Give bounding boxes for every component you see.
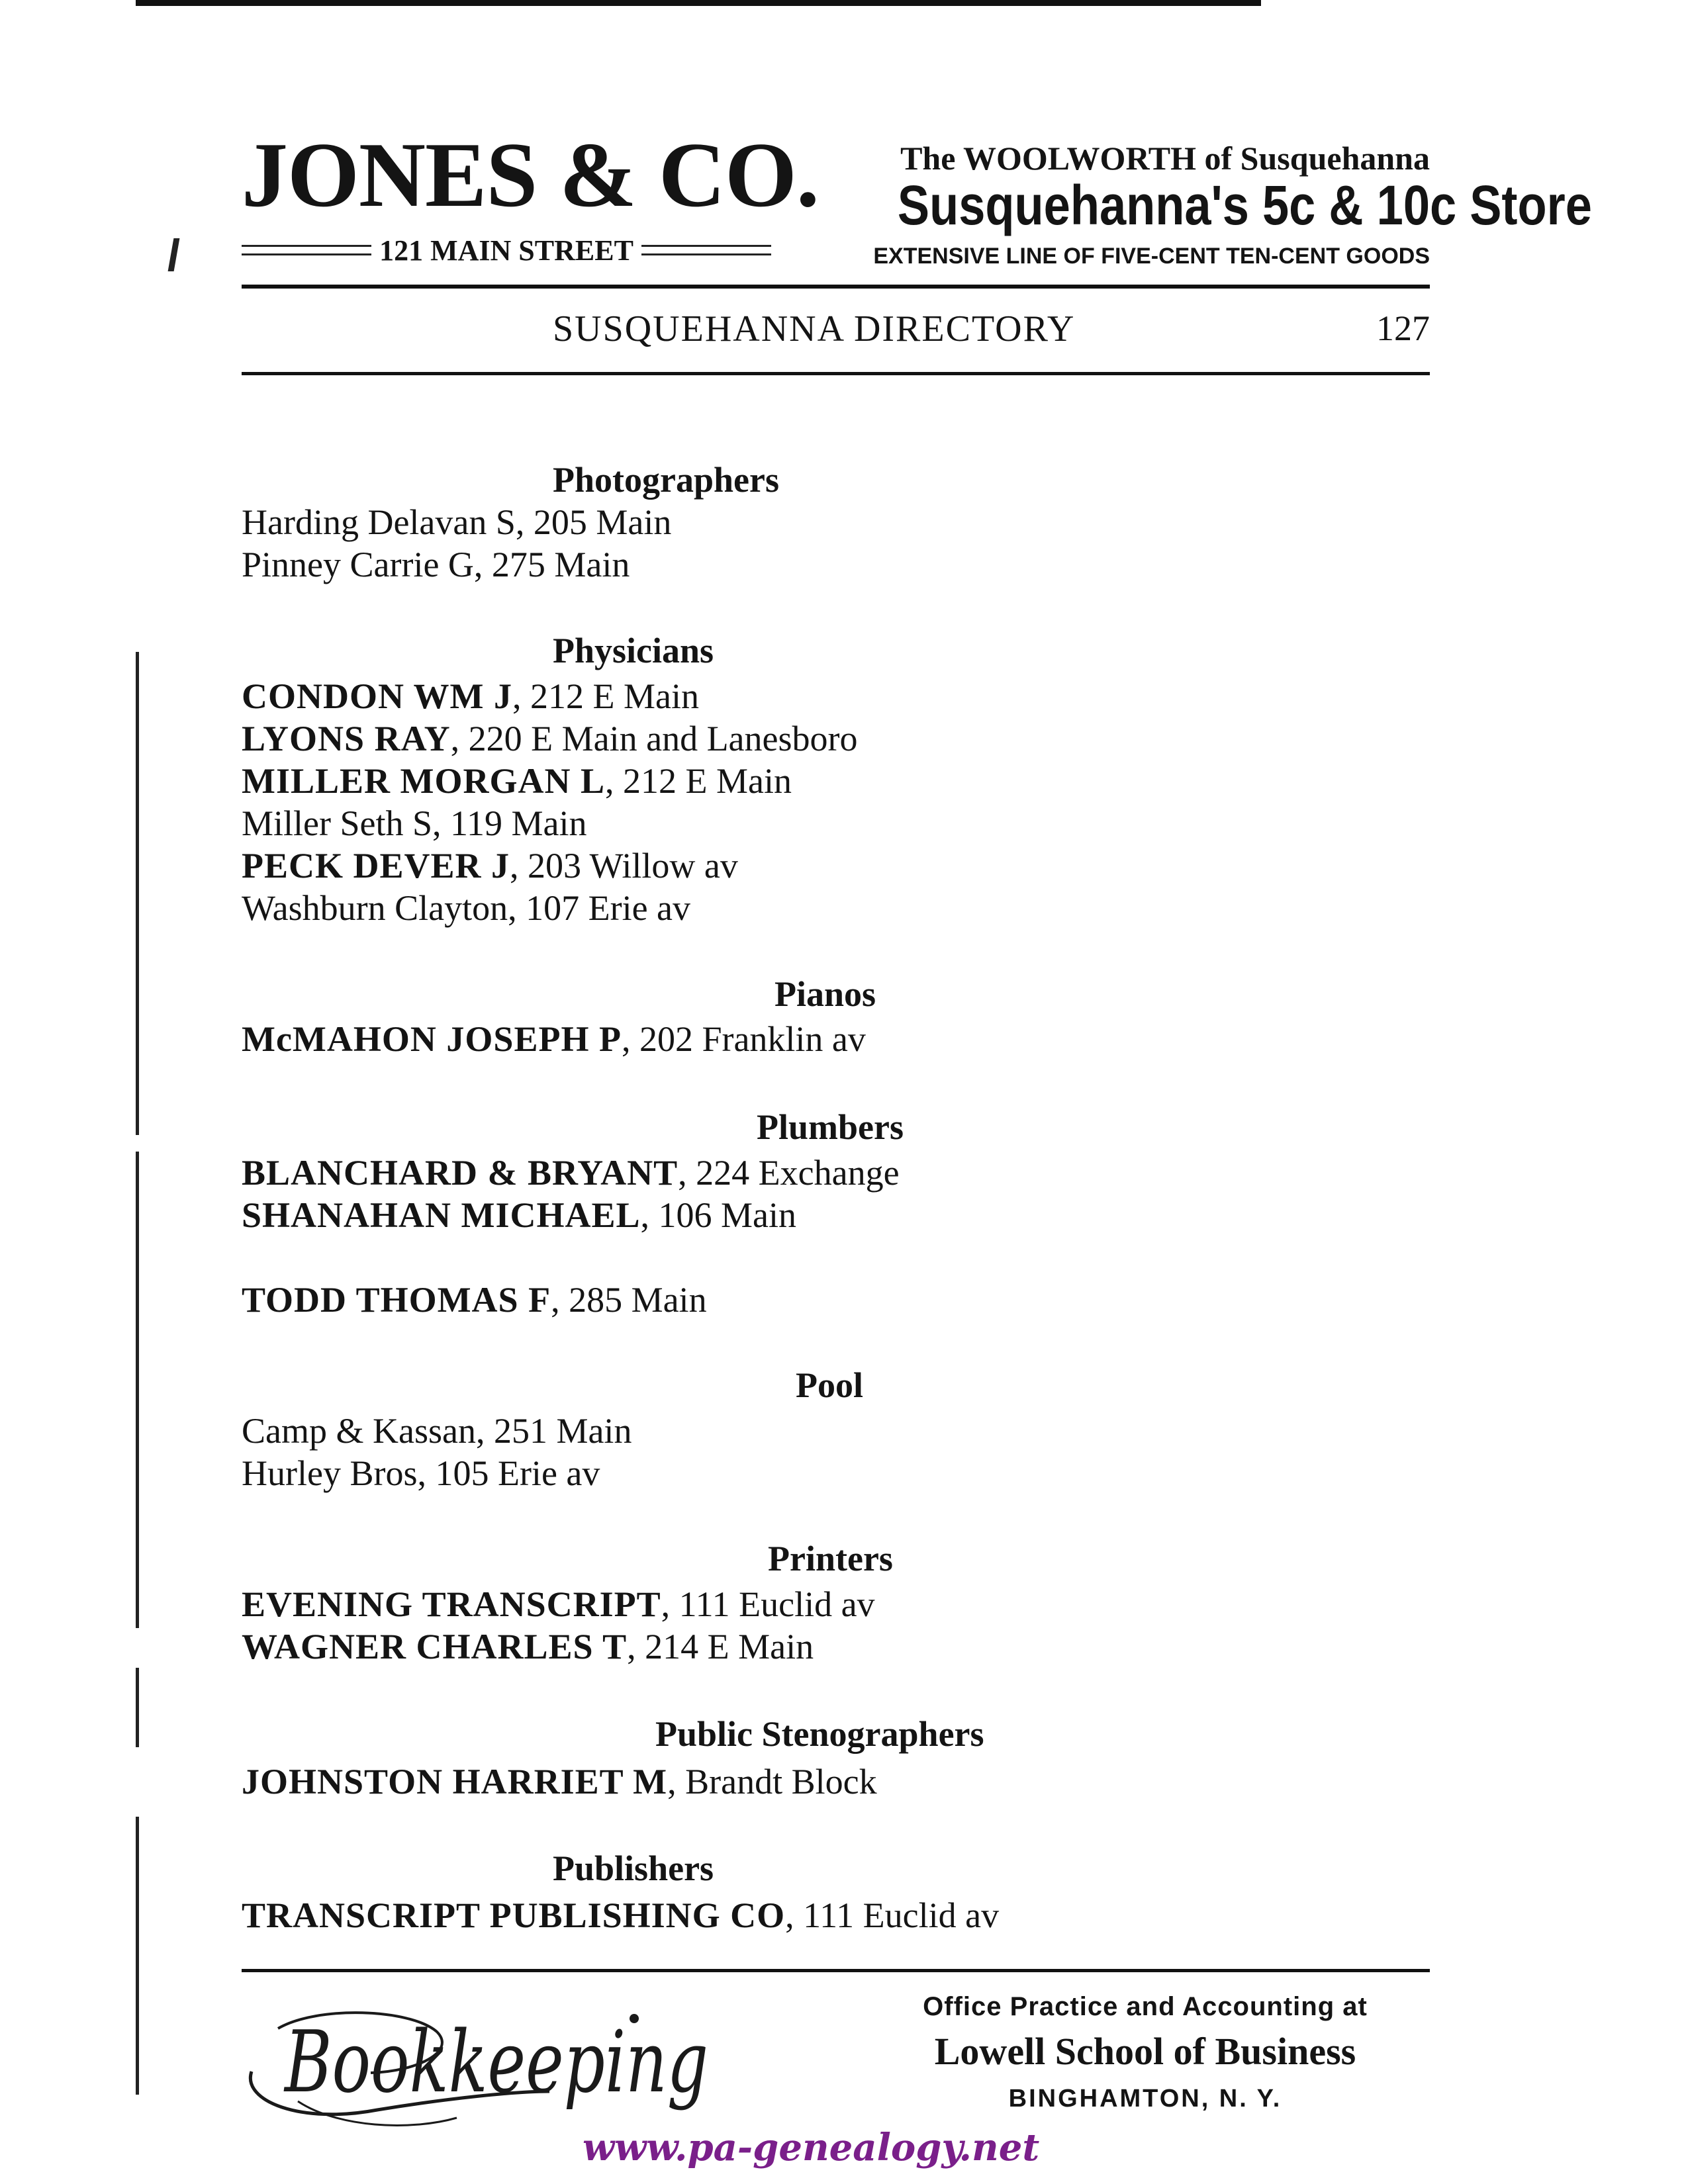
entry-address: , 214 E Main	[627, 1627, 814, 1666]
listing-entry	[242, 1410, 632, 1452]
page-number: 127	[1376, 308, 1430, 348]
section-heading: Printers	[768, 1539, 893, 1578]
listing-entry	[242, 1625, 814, 1668]
listing-entry	[242, 802, 587, 844]
entry-name: Camp & Kassan	[242, 1411, 476, 1451]
listing-entry	[242, 501, 671, 543]
entry-address: , 106 Main	[640, 1195, 797, 1235]
section-heading: Pool	[796, 1365, 863, 1405]
footer-city: BINGHAMTON, N. Y.	[1008, 2085, 1282, 2113]
listing-entry	[242, 1894, 999, 1936]
listing-entry	[242, 1018, 866, 1060]
entry-address: , 105 Erie av	[417, 1453, 600, 1493]
listing-entry	[242, 887, 690, 929]
ad-tagline: The WOOLWORTH of Susquehanna	[900, 140, 1430, 177]
section-heading: Public Stenographers	[655, 1714, 984, 1754]
listing-entry	[242, 1152, 900, 1194]
binding-edge-line	[136, 1817, 139, 2095]
section-heading: Plumbers	[757, 1107, 904, 1147]
watermark: www.pa-genealogy.net	[583, 2126, 1040, 2169]
listing-entry	[242, 543, 630, 586]
entry-address: , 107 Erie av	[508, 888, 691, 928]
listing-entry	[242, 717, 857, 760]
script-word: Bookkeeping	[283, 2013, 708, 2112]
double-rule	[641, 245, 771, 255]
binding-edge-line	[136, 1152, 139, 1628]
entry-name: Miller Seth S	[242, 803, 433, 843]
entry-address: , 220 E Main and Lanesboro	[450, 719, 858, 758]
entry-name: Harding Delavan S	[242, 502, 516, 542]
entry-address: , 111 Euclid av	[785, 1895, 1000, 1935]
entry-name: TRANSCRIPT PUBLISHING CO	[242, 1895, 786, 1935]
entry-name: EVENING TRANSCRIPT	[242, 1584, 661, 1624]
listing-entry	[242, 844, 738, 887]
entry-address: , 212 E Main	[512, 676, 699, 716]
entry-name: PECK DEVER J	[242, 846, 510, 886]
entry-address: , 119 Main	[432, 803, 587, 843]
section-heading: Photographers	[553, 460, 779, 500]
entry-name: LYONS RAY	[242, 719, 451, 758]
binding-edge-line	[136, 652, 139, 1135]
bookkeeping-script-logo	[238, 1992, 741, 2138]
advertiser-street: 121 MAIN STREET	[379, 234, 633, 267]
section-heading: Publishers	[553, 1848, 714, 1888]
entry-name: MILLER MORGAN L	[242, 761, 606, 801]
section-heading: Physicians	[553, 631, 714, 670]
entry-address: , Brandt Block	[667, 1762, 877, 1801]
ad-goods-line: EXTENSIVE LINE OF FIVE-CENT TEN-CENT GOODS	[873, 244, 1430, 269]
entry-name: Washburn Clayton	[242, 888, 508, 928]
entry-address: , 205 Main	[515, 502, 672, 542]
entry-name: McMAHON JOSEPH P	[242, 1019, 622, 1059]
directory-title: SUSQUEHANNA DIRECTORY	[553, 308, 1076, 349]
footer-school: Lowell School of Business	[934, 2030, 1356, 2073]
entry-name: Pinney Carrie G	[242, 545, 474, 584]
running-head	[242, 308, 1430, 354]
entry-address: , 212 E Main	[605, 761, 792, 801]
entry-name: CONDON WM J	[242, 676, 512, 716]
entry-name: SHANAHAN MICHAEL	[242, 1195, 641, 1235]
listing-entry	[242, 1452, 600, 1494]
entry-address: , 202 Franklin av	[621, 1019, 866, 1059]
listing-entry	[242, 1279, 707, 1321]
entry-address: , 275 Main	[473, 545, 630, 584]
entry-address: , 224 Exchange	[678, 1153, 900, 1193]
header-rule	[242, 285, 1430, 289]
top-edge-bar	[136, 0, 1261, 6]
entry-name: Hurley Bros	[242, 1453, 418, 1493]
street-line	[242, 234, 771, 267]
entry-name: TODD THOMAS F	[242, 1280, 551, 1320]
binding-edge-line	[136, 1668, 139, 1747]
running-head-rule	[242, 372, 1430, 375]
listing-entry	[242, 1194, 796, 1236]
footer-line1: Office Practice and Accounting at	[923, 1992, 1368, 2021]
entry-name: BLANCHARD & BRYANT	[242, 1153, 679, 1193]
entry-address: , 285 Main	[551, 1280, 707, 1320]
double-rule	[242, 245, 371, 255]
listing-entry	[242, 760, 792, 802]
footer-rule	[242, 1969, 1430, 1972]
listing-entry	[242, 1760, 877, 1803]
entry-address: , 203 Willow av	[510, 846, 738, 886]
listing-entry	[242, 675, 699, 717]
ad-store-title: Susquehanna's 5c & 10c Store	[897, 174, 1592, 236]
entry-address: , 111 Euclid av	[661, 1584, 875, 1624]
entry-name: JOHNSTON HARRIET M	[242, 1762, 668, 1801]
entry-name: WAGNER CHARLES T	[242, 1627, 628, 1666]
advertiser-name: JONES & CO.	[242, 124, 819, 226]
entry-address: , 251 Main	[475, 1411, 632, 1451]
margin-mark	[168, 238, 180, 271]
section-heading: Pianos	[774, 974, 876, 1014]
listing-entry	[242, 1583, 875, 1625]
